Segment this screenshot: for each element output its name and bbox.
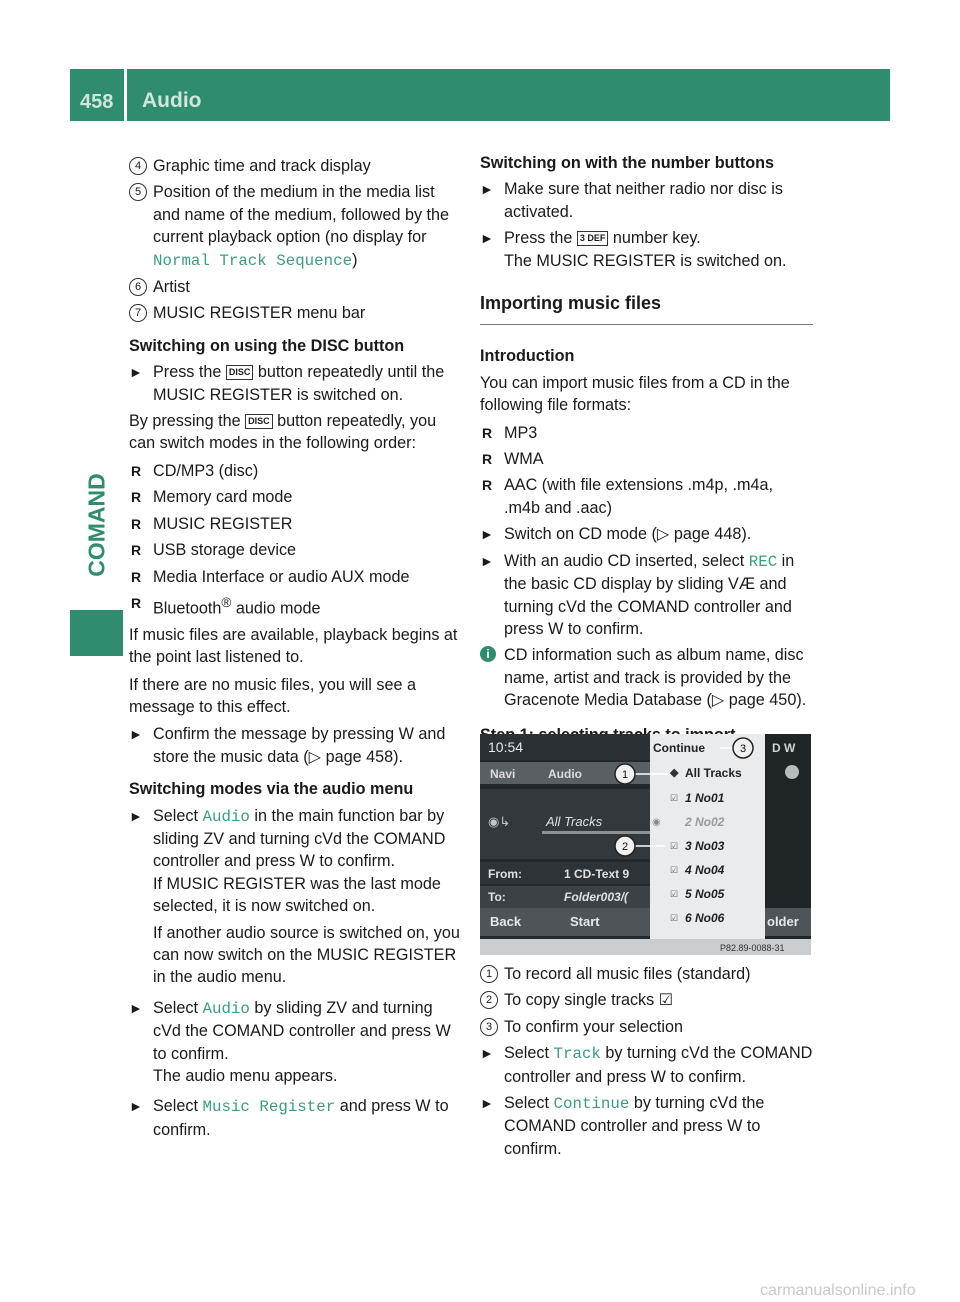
callout-text: To copy single tracks ☑ (504, 991, 674, 1010)
time-text: 10:54 (488, 739, 524, 755)
list-item (480, 474, 813, 519)
side-tab (70, 445, 123, 605)
step-text: by turning cVd the COMAND controller and press W to confirm. (504, 1044, 813, 1086)
screen-illustration (480, 734, 811, 955)
step-arrow-icon: ► (480, 181, 494, 198)
step-arrow-icon: ► (129, 999, 143, 1016)
menu-code: Track (553, 1045, 601, 1064)
step (129, 361, 462, 406)
from-label: From: (488, 867, 522, 881)
track-6: 6 No06 (685, 911, 725, 925)
step-text: Confirm the message by pressing W and store the music data (▷ page 458). (153, 725, 446, 766)
track-5: 5 No05 (685, 887, 725, 901)
disc-key-icon: DISC (245, 414, 273, 429)
menu-code: Audio (202, 807, 250, 826)
legend-number: 4 (129, 157, 147, 175)
left-column (129, 155, 462, 1145)
menu-code: Continue (553, 1095, 630, 1114)
step-arrow-icon: ► (480, 1095, 494, 1112)
legend-text: Graphic time and track display (153, 157, 371, 175)
step (129, 997, 462, 1088)
menu-code: REC (748, 552, 778, 571)
checkbox-icon: ☑ (670, 865, 679, 875)
header-divider (124, 69, 127, 121)
bullet-icon: R (482, 477, 493, 494)
page-number: 458 (80, 91, 114, 113)
callout-text: To confirm your selection (504, 1017, 684, 1036)
menu-audio: Audio (548, 767, 582, 781)
track-2: 2 No02 (685, 815, 725, 829)
step-note: If another audio source is switched on, you can now switch on the MUSIC REGISTER in the audio menu. (153, 923, 460, 987)
text: By pressing the (129, 412, 246, 431)
step (480, 523, 813, 545)
info-note (480, 644, 813, 711)
list-text: MUSIC REGISTER (153, 514, 293, 533)
step-arrow-icon: ► (480, 552, 494, 569)
back-button: Back (490, 914, 522, 929)
paragraph: If there are no music files, you will see a message to this effect. (129, 675, 417, 716)
list-text: Media Interface or audio AUX mode (153, 567, 410, 586)
callout-3-label: 3 (739, 743, 747, 755)
legend-text: MUSIC REGISTER menu bar (153, 304, 366, 323)
left-item-label: All Tracks (546, 814, 603, 829)
bullet-icon: R (131, 489, 142, 506)
folder-button: older (767, 914, 799, 929)
step-text: by turning cVd the COMAND controller and press W to confirm. (504, 1094, 765, 1158)
registered-mark: ® (221, 594, 232, 610)
list-text: USB storage device (153, 541, 297, 560)
number-3-key-icon: 3 DEF (577, 231, 609, 246)
list-item (480, 448, 813, 470)
heading-importing: Importing music files (480, 292, 813, 325)
list-text: Memory card mode (153, 488, 293, 507)
legend-text: Artist (153, 278, 190, 297)
from-value: 1 CD-Text 9 (564, 867, 630, 881)
step (480, 178, 813, 223)
list-text: WMA (504, 450, 544, 469)
step (129, 723, 462, 768)
list-text: audio mode (231, 599, 321, 618)
menu-code: Music Register (202, 1098, 336, 1117)
info-icon: i (480, 646, 496, 662)
checkbox-icon: ☑ (670, 841, 679, 851)
callout-legend (480, 963, 813, 985)
list-item (129, 539, 462, 561)
legend-item (129, 155, 462, 177)
list-item (480, 422, 813, 444)
list-item (129, 513, 462, 535)
step-arrow-icon: ► (129, 807, 143, 824)
list-item (129, 460, 462, 482)
page-header (70, 69, 890, 121)
track-all: All Tracks (685, 766, 742, 780)
checkbox-icon: ☑ (670, 889, 679, 899)
step (480, 227, 813, 272)
right-column (480, 152, 813, 750)
bullet-icon: R (482, 424, 493, 441)
step-arrow-icon: ► (129, 1098, 143, 1115)
step-text: Select (153, 806, 203, 825)
legend-text: ) (352, 250, 358, 269)
step-text: button repeatedly until the MUSIC REGISTER is switched on. (153, 363, 445, 404)
legend-item (129, 276, 462, 298)
step-arrow-icon: ► (480, 230, 494, 247)
bullet-icon: R (131, 594, 142, 611)
bullet-icon: R (131, 515, 142, 532)
list-item (129, 566, 462, 588)
to-label: To: (488, 890, 506, 904)
track-4: 4 No04 (685, 863, 725, 877)
step-note: If MUSIC REGISTER was the last mode selected, it is now switched on. (153, 874, 441, 916)
paragraph: You can import music files from a CD in the following file formats: (480, 373, 790, 415)
legend-code: Normal Track Sequence (153, 251, 353, 270)
comand-screenshot (480, 734, 811, 955)
checkbox-icon: ☑ (670, 793, 679, 803)
list-item (129, 486, 462, 508)
step-text: number key. (608, 229, 701, 248)
heading-number-buttons: Switching on with the number buttons (480, 154, 775, 172)
step-note: The audio menu appears. (153, 1067, 338, 1086)
callout-1-label: 1 (621, 769, 629, 781)
callout-text: To record all music files (standard) (504, 965, 751, 983)
step-text: by sliding ZV and turning cVd the COMAND controller and press W to confirm. (153, 998, 451, 1063)
legend-text: Position of the medium in the media list and name of the medium, followed by the current playback option (no display for (153, 183, 450, 247)
right-column-lower (480, 963, 813, 1164)
section-title: Audio (142, 89, 202, 112)
step (480, 1042, 813, 1088)
step (129, 805, 462, 989)
step-arrow-icon: ► (129, 726, 143, 743)
menu-code: Audio (202, 999, 250, 1018)
watermark: carmanualsonline.info (760, 1282, 916, 1299)
step-note: The MUSIC REGISTER is switched on. (504, 251, 787, 270)
track-bullet-icon: ◆ (670, 767, 679, 779)
progress-line (542, 831, 650, 834)
step-text: in the main function bar by sliding ZV and turning cVd the COMAND controller and press W to confirm. (153, 806, 446, 871)
disc-icon: ◉ (652, 817, 661, 828)
step-text: Press the (504, 229, 577, 248)
paragraph: If music files are available, playback begins at the point last listened to. (129, 625, 458, 667)
callout-number: 3 (480, 1018, 498, 1036)
step-arrow-icon: ► (129, 364, 143, 381)
menu-navi: Navi (490, 767, 516, 781)
bullet-icon: R (482, 451, 493, 468)
knob-icon (785, 765, 799, 779)
step-text: and press W to confirm. (153, 1097, 449, 1139)
to-value: Folder003/( (564, 890, 629, 904)
track-1: 1 No01 (685, 791, 725, 805)
checkbox-icon: ☑ (670, 913, 679, 923)
step (480, 550, 813, 641)
side-tab-block (70, 610, 123, 656)
list-text: MP3 (504, 423, 538, 442)
callout-2-label: 2 (621, 841, 629, 853)
disc-glyph: ◉↳ (488, 814, 511, 829)
right-label: D W (772, 741, 796, 755)
track-list-panel (650, 734, 765, 939)
list-text: AAC (with file extensions .m4p, .m4a, .m4b and .aac) (504, 476, 773, 517)
list-text: Bluetooth (153, 599, 222, 618)
step (129, 1095, 462, 1141)
bullet-icon: R (131, 542, 142, 559)
text: button repeatedly, you can switch modes in the following order: (129, 412, 437, 453)
bullet-icon: R (131, 568, 142, 585)
callout-legend (480, 989, 813, 1011)
side-tab-label: COMAND (83, 473, 109, 577)
step-arrow-icon: ► (480, 526, 494, 543)
step-text: Make sure that neither radio nor disc is activated. (504, 180, 783, 221)
callout-number: 1 (480, 965, 498, 983)
heading-introduction: Introduction (480, 347, 575, 366)
step-text: in the basic CD display by sliding VÆ and turning cVd the COMAND controller and press W to confirm. (504, 551, 795, 638)
step-text: Select (153, 1097, 203, 1116)
step (480, 1092, 813, 1160)
step-text: Press the (153, 363, 226, 382)
step-text: Select (153, 998, 203, 1017)
heading-audio-menu: Switching modes via the audio menu (129, 780, 414, 799)
disc-key-icon: DISC (226, 365, 254, 380)
image-code: P82.89-0088-31 (720, 943, 785, 953)
list-text: CD/MP3 (disc) (153, 461, 259, 480)
bullet-icon: R (131, 462, 142, 479)
legend-number: 6 (129, 278, 147, 296)
callout-legend (480, 1016, 813, 1038)
legend-item (129, 181, 462, 272)
legend-number: 7 (129, 304, 147, 322)
info-text: CD information such as album name, disc name, artist and track is provided by the Gracenote Media Database (▷ page 450). (504, 646, 807, 710)
legend-item (129, 302, 462, 324)
callout-number: 2 (480, 991, 498, 1009)
paragraph (129, 410, 462, 455)
step-arrow-icon: ► (480, 1045, 494, 1062)
step-text: Select (504, 1044, 554, 1063)
list-item (129, 592, 462, 620)
step-text: Select (504, 1094, 554, 1113)
step-text: Switch on CD mode (▷ page 448). (504, 525, 752, 544)
legend-number: 5 (129, 183, 147, 201)
continue-label: Continue (653, 741, 705, 755)
heading-disc: Switching on using the DISC button (129, 336, 405, 355)
track-3: 3 No03 (685, 839, 725, 853)
step-text: With an audio CD inserted, select (504, 551, 749, 570)
start-button: Start (570, 914, 600, 929)
